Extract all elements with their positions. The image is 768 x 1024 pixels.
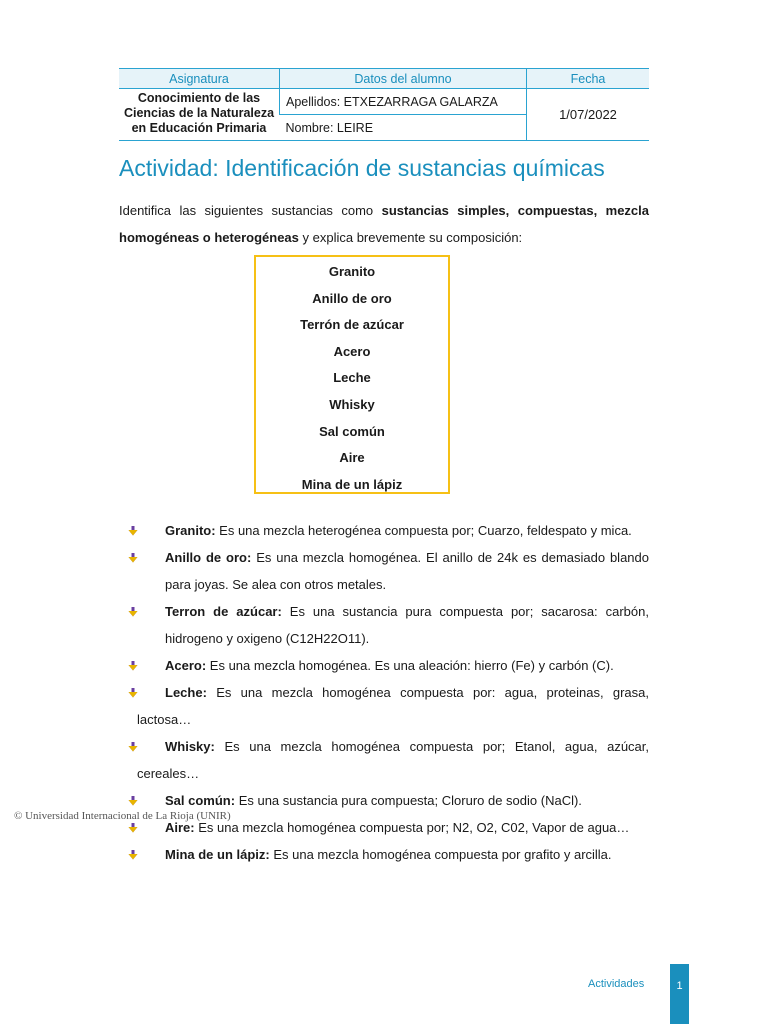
header-row — [119, 69, 649, 89]
answer-item — [128, 544, 649, 598]
answer-term: Aire: — [165, 820, 195, 835]
intro-paragraph — [119, 197, 649, 251]
col-subject-header: Asignatura — [119, 69, 280, 89]
substance-item: Acero — [333, 343, 371, 359]
subject-cell — [119, 89, 280, 141]
answer-item — [128, 652, 649, 679]
answer-term: Anillo de oro: — [165, 550, 252, 565]
date-cell: 1/07/2022 — [527, 89, 650, 141]
page-number: 1 — [670, 964, 689, 1024]
subject-line: Ciencias de la Naturaleza — [123, 106, 275, 120]
arrow-bullet-icon — [128, 607, 138, 617]
answer-term: Sal común: — [165, 793, 236, 808]
arrow-bullet-icon — [128, 742, 138, 752]
answer-text: Es una sustancia pura compuesta; Cloruro de sodio (NaCl). — [235, 793, 582, 808]
answer-item — [128, 598, 649, 652]
answer-term: Mina de un lápiz: — [165, 847, 270, 862]
subject-line: Conocimiento de las — [137, 91, 261, 105]
answer-text: Es una mezcla homogénea compuesta por; Etanol, agua, azúcar, cereales… — [137, 739, 649, 781]
substances-list — [256, 257, 448, 498]
answer-term: Leche: — [165, 685, 207, 700]
arrow-bullet-icon — [128, 553, 138, 563]
answer-text: Es una mezcla homogénea. El anillo de 24k es demasiado blando para joyas. Se alea con otros metales. — [165, 550, 649, 592]
name-cell: Nombre: LEIRE — [280, 115, 527, 141]
substances-box — [254, 255, 450, 494]
arrow-bullet-icon — [128, 850, 138, 860]
substance-item: Terrón de azúcar — [300, 317, 404, 333]
answer-item — [128, 679, 649, 733]
substance-item: Mina de un lápiz — [301, 476, 403, 492]
answer-item — [128, 517, 649, 544]
arrow-bullet-icon — [128, 823, 138, 833]
answer-term: Granito: — [165, 523, 216, 538]
answer-text: Es una mezcla homogénea. Es una aleación: hierro (Fe) y carbón (C). — [206, 658, 614, 673]
substance-item: Anillo de oro — [312, 290, 392, 306]
header-table — [119, 68, 649, 141]
intro-text: Identifica las siguientes sustancias como — [119, 203, 382, 218]
answer-text: Es una mezcla heterogénea compuesta por; Cuarzo, feldespato y mica. — [215, 523, 632, 538]
arrow-bullet-icon — [128, 796, 138, 806]
answer-term: Whisky: — [165, 739, 215, 754]
subject-line: en Educación Primaria — [131, 121, 267, 135]
footer-section-label: Actividades — [588, 978, 645, 990]
copyright-watermark: © Universidad Internacional de La Rioja (UNIR) — [14, 810, 231, 822]
answer-item — [128, 841, 649, 868]
answer-term: Terron de azúcar: — [165, 604, 282, 619]
substance-item: Granito — [328, 264, 376, 279]
answer-text: Es una mezcla homogénea compuesta por; N2, O2, C02, Vapor de agua… — [194, 820, 630, 835]
arrow-bullet-icon — [128, 661, 138, 671]
arrow-bullet-icon — [128, 526, 138, 536]
intro-bold: sustancias simples, compuestas, mezcla homogéneas o heterogéneas — [119, 203, 649, 245]
student-row-1 — [119, 89, 649, 115]
answer-text: Es una mezcla homogénea compuesta por: agua, proteinas, grasa, lactosa… — [137, 685, 649, 727]
arrow-bullet-icon — [128, 688, 138, 698]
substance-item: Sal común — [319, 423, 385, 439]
surname-cell: Apellidos: ETXEZARRAGA GALARZA — [280, 89, 527, 115]
answer-text: Es una mezcla homogénea compuesta por grafito y arcilla. — [269, 847, 612, 862]
substance-item: Whisky — [329, 396, 375, 412]
col-date-header: Fecha — [527, 69, 650, 89]
activity-title: Actividad: Identificación de sustancias químicas — [119, 155, 605, 181]
answer-text: Es una sustancia pura compuesta por; sacarosa: carbón, hidrogeno y oxigeno (C12H22O11). — [165, 604, 649, 646]
answer-item — [128, 733, 649, 787]
substance-item: Leche — [333, 370, 371, 386]
intro-text: y explica brevemente su composición: — [298, 230, 523, 245]
answer-term: Acero: — [165, 658, 207, 673]
substance-item: Aire — [339, 450, 365, 466]
col-student-header: Datos del alumno — [280, 69, 527, 89]
